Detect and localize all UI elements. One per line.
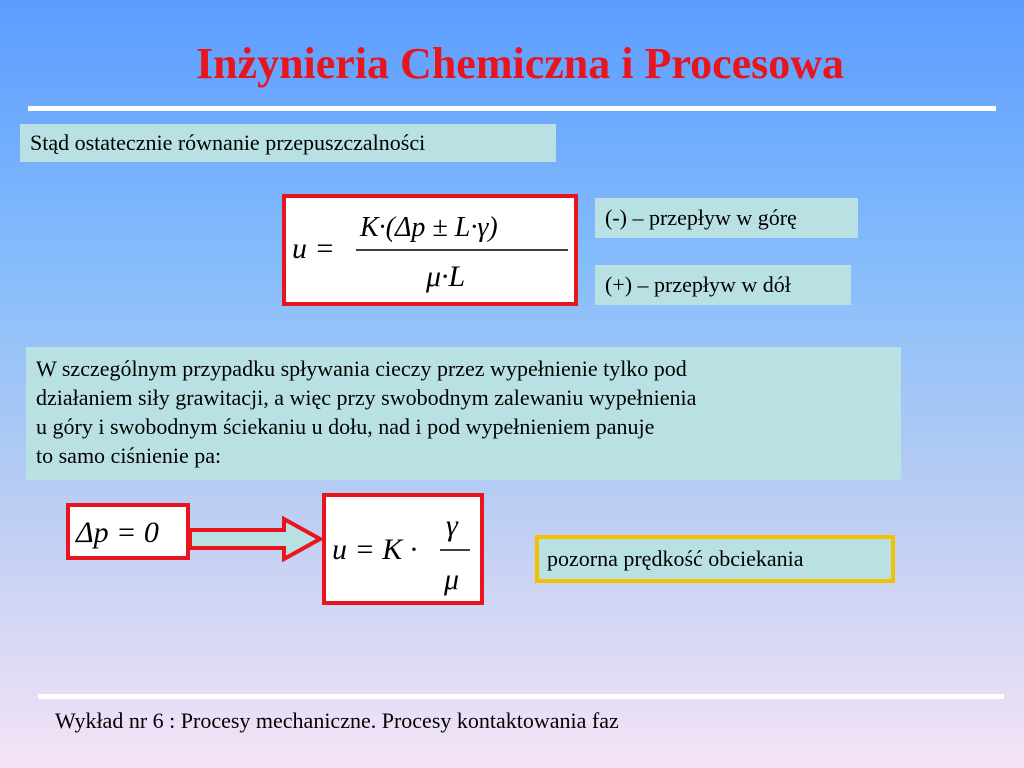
note-downflow: (+) – przepływ w dół bbox=[595, 265, 851, 305]
paragraph-line: to samo ciśnienie pa: bbox=[36, 443, 222, 468]
condition-equation: Δp = 0 bbox=[76, 516, 159, 549]
paragraph-line: u góry i swobodnym ściekaniu u dołu, nad i pod wypełnieniem panuje bbox=[36, 414, 655, 439]
main-equation-box bbox=[282, 194, 578, 306]
equation-denominator: μ·L bbox=[426, 260, 466, 293]
slide-title: Inżynieria Chemiczna i Procesowa bbox=[195, 39, 845, 88]
equation-lhs: u = bbox=[292, 232, 335, 265]
equation-numerator: K·(Δp ± L·γ) bbox=[360, 212, 498, 243]
intro-text: Stąd ostatecznie równanie przepuszczalności bbox=[20, 124, 556, 162]
note-upflow: (-) – przepływ w górę bbox=[595, 198, 858, 238]
result-numerator: γ bbox=[446, 509, 458, 542]
condition-box bbox=[66, 503, 190, 560]
result-denominator: μ bbox=[444, 563, 460, 596]
explanation-paragraph bbox=[26, 347, 901, 480]
result-lhs: u = K · bbox=[332, 533, 418, 566]
result-equation-box bbox=[322, 493, 484, 605]
paragraph-line: W szczególnym przypadku spływania cieczy przez wypełnienie tylko pod bbox=[36, 356, 687, 381]
right-arrow-icon bbox=[188, 516, 324, 562]
bottom-divider bbox=[38, 694, 1004, 699]
paragraph-line: działaniem siły grawitacji, a więc przy swobodnym zalewaniu wypełnienia bbox=[36, 385, 697, 410]
footer-text: Wykład nr 6 : Procesy mechaniczne. Procesy kontaktowania faz bbox=[55, 708, 619, 733]
result-label: pozorna prędkość obciekania bbox=[535, 535, 895, 583]
top-divider bbox=[28, 106, 996, 111]
